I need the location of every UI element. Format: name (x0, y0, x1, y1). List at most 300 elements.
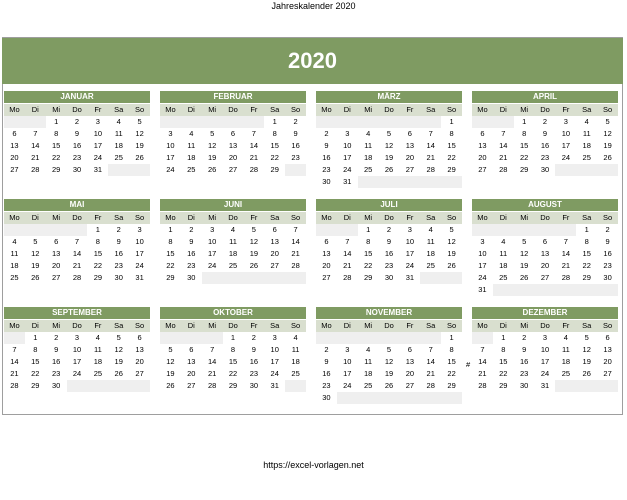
day-cell: 26 (582, 369, 591, 378)
day-cell: 20 (10, 153, 19, 162)
day-cell: 19 (166, 369, 175, 378)
day-cell: 21 (249, 153, 259, 162)
weekday-header-row (160, 319, 306, 332)
weekday-label: So (134, 213, 145, 222)
weekday-header-row (316, 103, 462, 116)
weekday-label: Di (499, 213, 507, 222)
day-cell: 23 (249, 369, 259, 378)
week-row (316, 344, 462, 356)
empty-day-cell (399, 332, 420, 344)
month-name: JULI (316, 199, 462, 211)
weekday-label: Fr (94, 321, 102, 330)
day-cell: 2 (605, 225, 610, 234)
day-cell: 17 (135, 249, 144, 258)
day-cell: 2 (293, 117, 298, 126)
day-cell: 1 (449, 333, 454, 342)
day-cell: 16 (187, 249, 196, 258)
week-row (4, 236, 150, 248)
day-cell: 19 (31, 261, 40, 270)
day-cell: 2 (324, 345, 329, 354)
weekday-header-row (4, 103, 150, 116)
weekday-label: Sa (270, 321, 280, 330)
day-cell: 1 (522, 117, 527, 126)
day-cell: 13 (10, 141, 19, 150)
day-cell: 27 (135, 369, 144, 378)
day-cell: 4 (95, 333, 100, 342)
day-cell: 3 (563, 117, 568, 126)
day-cell: 28 (561, 273, 571, 282)
weekday-label: Fr (406, 213, 414, 222)
week-row (4, 164, 150, 176)
weekday-label: Di (31, 105, 39, 114)
day-cell: 11 (364, 141, 373, 150)
day-cell: 7 (501, 129, 506, 138)
day-cell: 24 (270, 369, 279, 378)
day-cell: 29 (51, 165, 61, 174)
day-cell: 3 (272, 333, 277, 342)
day-cell: 22 (582, 261, 591, 270)
day-cell: 19 (207, 153, 217, 162)
week-row (472, 272, 618, 284)
day-cell: 2 (542, 117, 548, 126)
weekday-label: Di (31, 321, 39, 330)
day-cell: 24 (343, 381, 352, 390)
week-row (316, 152, 462, 164)
empty-day-cell (316, 332, 337, 344)
day-cell: 4 (584, 117, 589, 126)
day-cell: 3 (407, 225, 412, 234)
weekday-label: Sa (426, 213, 436, 222)
weekday-label: So (602, 213, 613, 222)
weekday-label: Do (72, 213, 82, 222)
day-cell: 5 (449, 225, 454, 234)
day-cell: 16 (322, 369, 331, 378)
day-cell: 2 (189, 225, 194, 234)
day-cell: 21 (31, 153, 40, 162)
day-cell: 15 (166, 249, 175, 258)
weekday-header-row (472, 103, 618, 116)
day-cell: 30 (249, 381, 259, 390)
empty-day-cell (420, 176, 441, 188)
week-row (160, 164, 306, 176)
day-cell: 10 (72, 345, 82, 354)
empty-day-cell (399, 392, 420, 404)
day-cell: 3 (168, 129, 173, 138)
day-cell: 6 (12, 129, 17, 138)
day-cell: 9 (522, 345, 527, 354)
weekday-label: Di (343, 321, 351, 330)
week-row (316, 176, 462, 188)
day-cell: 4 (563, 333, 568, 342)
day-cell: 8 (230, 345, 236, 354)
day-cell: 30 (187, 273, 196, 282)
weekday-label: Mo (165, 105, 176, 114)
day-cell: 7 (293, 225, 298, 234)
weekday-label: So (290, 105, 301, 114)
empty-day-cell (108, 164, 129, 176)
day-cell: 1 (168, 225, 173, 234)
empty-day-cell (493, 284, 514, 296)
empty-day-cell (223, 116, 244, 128)
month-name: APRIL (472, 91, 618, 103)
day-cell: 18 (499, 261, 508, 270)
weekday-label: Sa (426, 321, 436, 330)
day-cell: 6 (480, 129, 485, 138)
day-cell: 23 (519, 369, 529, 378)
weekday-label: Fr (94, 105, 102, 114)
page-title: Jahreskalender 2020 (271, 1, 356, 11)
day-cell: 18 (114, 141, 123, 150)
empty-day-cell (67, 224, 88, 236)
day-cell: 8 (449, 345, 454, 354)
empty-day-cell (4, 224, 25, 236)
week-row (472, 236, 618, 248)
day-cell: 29 (270, 165, 279, 174)
day-cell: 25 (426, 261, 435, 270)
day-cell: 26 (447, 261, 456, 270)
day-cell: 11 (291, 345, 300, 354)
day-cell: 22 (270, 153, 279, 162)
weekday-label: Mo (165, 321, 176, 330)
day-cell: 12 (519, 249, 529, 258)
empty-day-cell (46, 224, 67, 236)
day-cell: 24 (135, 261, 144, 270)
day-cell: 6 (605, 333, 610, 342)
empty-day-cell (555, 164, 576, 176)
day-cell: 29 (519, 165, 529, 174)
day-cell: 25 (363, 165, 373, 174)
weekday-label: So (134, 321, 145, 330)
day-cell: 5 (168, 345, 173, 354)
day-cell: 9 (324, 357, 329, 366)
empty-day-cell (337, 332, 358, 344)
weekday-label: Di (499, 321, 507, 330)
day-cell: 10 (343, 357, 352, 366)
day-cell: 13 (270, 237, 279, 246)
day-cell: 14 (291, 237, 300, 246)
month-name: MAI (4, 199, 150, 211)
week-row (316, 356, 462, 368)
day-cell: 26 (166, 381, 175, 390)
weekday-label: Do (540, 321, 550, 330)
empty-day-cell (379, 332, 400, 344)
day-cell: 29 (93, 273, 103, 282)
empty-day-cell (576, 284, 597, 296)
day-cell: 30 (322, 177, 331, 186)
day-cell: 8 (522, 129, 527, 138)
empty-day-cell (4, 332, 25, 344)
day-cell: 3 (345, 345, 350, 354)
weekday-label: Di (499, 105, 507, 114)
day-cell: 1 (272, 117, 277, 126)
day-cell: 18 (10, 261, 19, 270)
day-cell: 28 (249, 165, 259, 174)
day-cell: 7 (12, 345, 17, 354)
week-row (160, 236, 306, 248)
day-cell: 17 (561, 141, 571, 150)
day-cell: 26 (207, 165, 217, 174)
weekday-header-row (472, 211, 618, 224)
day-cell: 16 (249, 357, 259, 366)
day-cell: 10 (207, 237, 217, 246)
day-cell: 8 (366, 237, 371, 246)
day-cell: 2 (116, 225, 121, 234)
weekday-label: Mi (208, 105, 217, 114)
day-cell: 16 (291, 141, 300, 150)
day-cell: 3 (137, 225, 142, 234)
weekday-label: So (602, 321, 613, 330)
empty-day-cell (264, 272, 285, 284)
day-cell: 20 (603, 357, 612, 366)
weekday-label: Mi (208, 321, 217, 330)
day-cell: 14 (72, 249, 82, 258)
day-cell: 26 (603, 153, 612, 162)
day-cell: 11 (499, 249, 508, 258)
weekday-label: Sa (582, 321, 592, 330)
empty-day-cell (358, 392, 379, 404)
week-row (160, 248, 306, 260)
week-row (4, 368, 150, 380)
weekday-label: Do (540, 105, 550, 114)
day-cell: 3 (95, 117, 100, 126)
empty-day-cell (160, 332, 181, 344)
empty-day-cell (420, 332, 441, 344)
weekday-header-row (4, 319, 150, 332)
day-cell: 24 (478, 273, 487, 282)
day-cell: 11 (10, 249, 19, 258)
day-cell: 27 (187, 381, 196, 390)
weekday-label: So (290, 213, 301, 222)
day-cell: 23 (291, 153, 300, 162)
empty-day-cell (87, 380, 108, 392)
week-row (472, 332, 618, 344)
week-row (4, 356, 150, 368)
day-cell: 8 (584, 237, 589, 246)
day-cell: 2 (54, 333, 59, 342)
day-cell: 14 (31, 141, 40, 150)
day-cell: 10 (561, 129, 571, 138)
weekday-label: Di (343, 213, 351, 222)
day-cell: 31 (540, 381, 550, 390)
day-cell: 23 (187, 261, 196, 270)
weekday-label: Fr (406, 105, 414, 114)
month-juli (316, 199, 462, 284)
weekday-header-row (4, 211, 150, 224)
day-cell: 14 (343, 249, 352, 258)
day-cell: 12 (31, 249, 40, 258)
weekday-label: Do (72, 105, 82, 114)
week-row (472, 344, 618, 356)
week-row (316, 368, 462, 380)
day-cell: 20 (405, 153, 415, 162)
day-cell: 12 (135, 129, 144, 138)
day-cell: 28 (10, 381, 19, 390)
week-row (472, 152, 618, 164)
empty-day-cell (441, 392, 462, 404)
weekday-label: Do (228, 213, 238, 222)
weekday-label: Do (72, 321, 82, 330)
week-row (4, 128, 150, 140)
empty-day-cell (285, 272, 306, 284)
day-cell: 4 (366, 129, 371, 138)
day-cell: 28 (291, 261, 300, 270)
month-name: JUNI (160, 199, 306, 211)
day-cell: 30 (384, 273, 394, 282)
weekday-label: Mi (520, 105, 529, 114)
day-cell: 22 (51, 153, 61, 162)
day-cell: 25 (561, 369, 571, 378)
day-cell: 8 (449, 129, 454, 138)
day-cell: 6 (324, 237, 329, 246)
day-cell: 25 (499, 273, 508, 282)
day-cell: 9 (116, 237, 121, 246)
day-cell: 13 (135, 345, 144, 354)
weekday-label: Mo (477, 321, 488, 330)
empty-day-cell (108, 380, 129, 392)
day-cell: 1 (95, 225, 100, 234)
day-cell: 21 (291, 249, 300, 258)
day-cell: 31 (405, 273, 415, 282)
day-cell: 2 (522, 333, 527, 342)
weekday-label: Di (31, 213, 39, 222)
empty-day-cell (285, 380, 306, 392)
day-cell: 14 (426, 141, 435, 150)
day-cell: 15 (228, 357, 238, 366)
day-cell: 6 (407, 345, 412, 354)
day-cell: 24 (343, 165, 352, 174)
month-dezember (472, 307, 618, 392)
month-name: SEPTEMBER (4, 307, 150, 319)
day-cell: 22 (447, 153, 456, 162)
day-cell: 18 (291, 357, 300, 366)
day-cell: 19 (249, 249, 259, 258)
empty-day-cell (67, 380, 88, 392)
day-cell: 1 (54, 117, 59, 126)
weekday-label: So (290, 321, 301, 330)
day-cell: 16 (322, 153, 331, 162)
day-cell: 5 (251, 225, 256, 234)
month-januar (4, 91, 150, 176)
overflow-mark: # (466, 360, 471, 369)
day-cell: 1 (584, 225, 589, 234)
day-cell: 12 (166, 357, 175, 366)
month-oktober (160, 307, 306, 392)
week-row (472, 356, 618, 368)
day-cell: 10 (540, 345, 550, 354)
day-cell: 25 (187, 165, 196, 174)
weekday-header-row (160, 211, 306, 224)
day-cell: 22 (499, 369, 508, 378)
day-cell: 1 (230, 333, 236, 342)
day-cell: 30 (540, 165, 550, 174)
empty-day-cell (223, 272, 244, 284)
day-cell: 5 (386, 345, 392, 354)
day-cell: 20 (540, 261, 550, 270)
day-cell: 11 (582, 129, 591, 138)
day-cell: 24 (540, 369, 550, 378)
day-cell: 14 (478, 357, 487, 366)
day-cell: 29 (166, 273, 175, 282)
day-cell: 21 (426, 153, 435, 162)
day-cell: 10 (405, 237, 415, 246)
week-row (4, 272, 150, 284)
day-cell: 23 (384, 261, 394, 270)
day-cell: 9 (293, 129, 298, 138)
month-februar (160, 91, 306, 176)
day-cell: 27 (540, 273, 550, 282)
day-cell: 14 (426, 357, 435, 366)
empty-day-cell (399, 176, 420, 188)
weekday-header-row (472, 319, 618, 332)
day-cell: 14 (10, 357, 19, 366)
day-cell: 4 (293, 333, 298, 342)
weekday-label: So (602, 105, 613, 114)
weekday-label: Mo (321, 213, 332, 222)
weekday-label: Mi (364, 321, 373, 330)
empty-day-cell (160, 116, 181, 128)
weekday-label: Mo (477, 213, 488, 222)
year-banner: 2020 (2, 38, 623, 84)
week-row (472, 164, 618, 176)
day-cell: 7 (480, 345, 485, 354)
empty-day-cell (25, 116, 46, 128)
weekday-label: Sa (582, 105, 592, 114)
day-cell: 7 (251, 129, 256, 138)
day-cell: 15 (499, 357, 508, 366)
day-cell: 24 (166, 165, 175, 174)
day-cell: 6 (137, 333, 142, 342)
empty-day-cell (597, 284, 618, 296)
week-row (4, 380, 150, 392)
day-cell: 16 (114, 249, 123, 258)
day-cell: 22 (447, 369, 456, 378)
empty-day-cell (379, 176, 400, 188)
weekday-label: Di (187, 213, 195, 222)
day-cell: 13 (51, 249, 61, 258)
week-row (160, 152, 306, 164)
day-cell: 20 (51, 261, 61, 270)
day-cell: 13 (405, 357, 415, 366)
day-cell: 8 (54, 129, 59, 138)
weekday-label: Mi (364, 213, 373, 222)
day-cell: 5 (116, 333, 121, 342)
weekday-header-row (316, 319, 462, 332)
weekday-label: Do (384, 213, 394, 222)
day-cell: 28 (499, 165, 508, 174)
empty-day-cell (472, 332, 493, 344)
empty-day-cell (514, 284, 535, 296)
week-row (472, 248, 618, 260)
day-cell: 5 (386, 129, 392, 138)
weekday-label: Do (384, 105, 394, 114)
day-cell: 25 (582, 153, 591, 162)
day-cell: 14 (561, 249, 571, 258)
day-cell: 25 (228, 261, 238, 270)
empty-day-cell (337, 116, 358, 128)
empty-day-cell (243, 116, 264, 128)
empty-day-cell (379, 392, 400, 404)
empty-day-cell (535, 224, 556, 236)
weekday-label: Mi (520, 321, 529, 330)
weekday-label: Fr (562, 213, 570, 222)
day-cell: 30 (603, 273, 612, 282)
day-cell: 11 (364, 357, 373, 366)
day-cell: 31 (135, 273, 144, 282)
day-cell: 30 (519, 381, 529, 390)
month-name: MÄRZ (316, 91, 462, 103)
week-row (316, 140, 462, 152)
day-cell: 6 (542, 237, 548, 246)
